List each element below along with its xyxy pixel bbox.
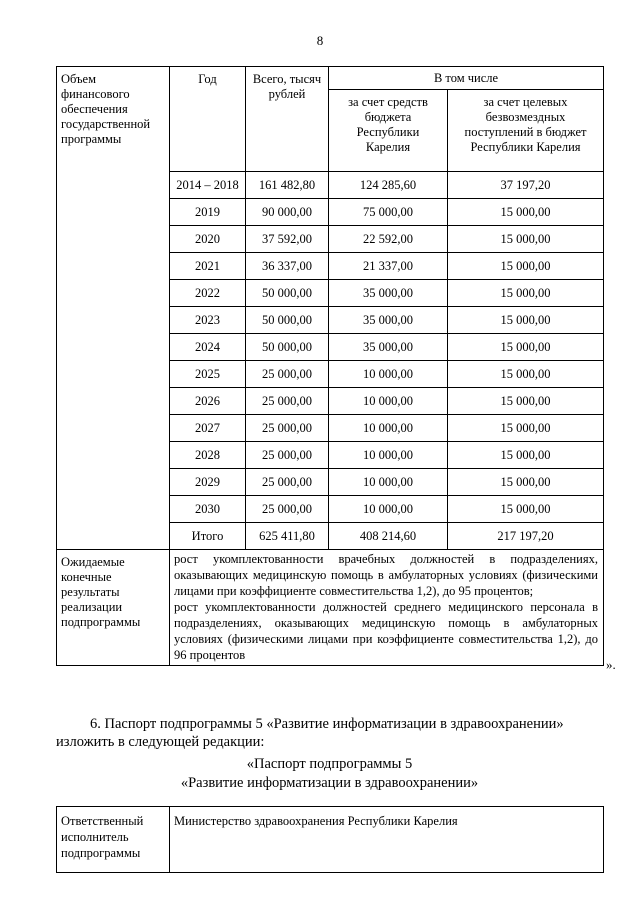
finance-cell-total: 36 337,00 (246, 253, 329, 280)
finance-cell-total: 37 592,00 (246, 226, 329, 253)
finance-cell-total: 25 000,00 (246, 388, 329, 415)
passport-caption-line: «Развитие информатизации в здравоохранении» (180, 775, 479, 791)
finance-cell-grants: 15 000,00 (448, 496, 604, 523)
finance-cell-total: 161 482,80 (246, 172, 329, 199)
passport-caption (56, 755, 603, 793)
finance-header-row (57, 67, 604, 90)
finance-cell-budget: 408 214,60 (329, 523, 448, 550)
responsible-table (56, 806, 604, 873)
finance-cell-total: 625 411,80 (246, 523, 329, 550)
responsible-row (57, 807, 604, 873)
finance-cell-year: Итого (170, 523, 246, 550)
finance-cell-grants: 15 000,00 (448, 415, 604, 442)
amendment-paragraph (56, 715, 603, 751)
amendment-line: изложить в следующей редакции: (56, 734, 265, 750)
year-header: Год (170, 67, 246, 172)
finance-cell-year: 2030 (170, 496, 246, 523)
finance-cell-total: 90 000,00 (246, 199, 329, 226)
finance-cell-total: 25 000,00 (246, 442, 329, 469)
results-paragraph: рост укомплектованности должностей среднего медицинского персонала в подразделениях, оказывающих медицинскую помощь в амбулаторных условиях (физическими лицами при коэффициенте совместительства 1,2), до 96 процентов (174, 600, 598, 662)
closing-quote: ». (606, 657, 616, 672)
finance-cell-budget: 35 000,00 (329, 334, 448, 361)
finance-table (56, 66, 604, 666)
finance-cell-total: 25 000,00 (246, 469, 329, 496)
finance-cell-year: 2029 (170, 469, 246, 496)
finance-cell-grants: 15 000,00 (448, 199, 604, 226)
responsible-value: Министерство здравоохранения Республики Карелия (170, 807, 604, 873)
finance-cell-year: 2021 (170, 253, 246, 280)
finance-cell-budget: 21 337,00 (329, 253, 448, 280)
finance-cell-grants: 15 000,00 (448, 388, 604, 415)
finance-cell-grants: 15 000,00 (448, 226, 604, 253)
finance-label: Объем финансового обеспечения государственной программы (57, 67, 170, 550)
finance-cell-grants: 15 000,00 (448, 361, 604, 388)
finance-cell-total: 25 000,00 (246, 361, 329, 388)
finance-cell-year: 2014 – 2018 (170, 172, 246, 199)
passport-caption-line: «Паспорт подпрограммы 5 (246, 756, 413, 772)
finance-cell-budget: 124 285,60 (329, 172, 448, 199)
finance-cell-year: 2022 (170, 280, 246, 307)
finance-cell-budget: 35 000,00 (329, 307, 448, 334)
including-header: В том числе (329, 67, 604, 90)
finance-cell-year: 2027 (170, 415, 246, 442)
finance-cell-total: 50 000,00 (246, 307, 329, 334)
finance-cell-grants: 217 197,20 (448, 523, 604, 550)
page-number: 8 (316, 33, 324, 48)
finance-cell-year: 2026 (170, 388, 246, 415)
finance-cell-total: 25 000,00 (246, 496, 329, 523)
finance-cell-total: 50 000,00 (246, 280, 329, 307)
finance-cell-budget: 10 000,00 (329, 388, 448, 415)
finance-cell-total: 25 000,00 (246, 415, 329, 442)
finance-cell-grants: 15 000,00 (448, 334, 604, 361)
amendment-line: 6. Паспорт подпрограммы 5 «Развитие информатизации в здравоохранении» (90, 716, 564, 732)
total-header: Всего, тысяч рублей (246, 67, 329, 172)
finance-cell-total: 50 000,00 (246, 334, 329, 361)
finance-cell-budget: 22 592,00 (329, 226, 448, 253)
finance-cell-year: 2028 (170, 442, 246, 469)
results-label: Ожидаемые конечные результаты реализации подпрограммы (57, 550, 170, 666)
finance-cell-year: 2020 (170, 226, 246, 253)
finance-cell-year: 2024 (170, 334, 246, 361)
finance-cell-year: 2019 (170, 199, 246, 226)
finance-cell-budget: 10 000,00 (329, 469, 448, 496)
responsible-label: Ответственный исполнитель подпрограммы (57, 807, 170, 873)
finance-cell-grants: 15 000,00 (448, 253, 604, 280)
results-paragraph: рост укомплектованности врачебных должностей в подразделениях, оказывающих медицинскую помощь в амбулаторных условиях (физическими лицами при коэффициенте совместительства 1,2), до 95 процентов; (174, 552, 598, 598)
finance-cell-budget: 10 000,00 (329, 442, 448, 469)
finance-cell-budget: 10 000,00 (329, 415, 448, 442)
results-text (170, 550, 604, 666)
finance-cell-grants: 15 000,00 (448, 469, 604, 496)
finance-cell-budget: 35 000,00 (329, 280, 448, 307)
finance-cell-grants: 37 197,20 (448, 172, 604, 199)
finance-cell-budget: 75 000,00 (329, 199, 448, 226)
finance-cell-grants: 15 000,00 (448, 442, 604, 469)
finance-cell-grants: 15 000,00 (448, 307, 604, 334)
finance-cell-grants: 15 000,00 (448, 280, 604, 307)
finance-cell-year: 2025 (170, 361, 246, 388)
budget-header: за счет средств бюджета Республики Карелия (329, 90, 448, 172)
finance-cell-budget: 10 000,00 (329, 496, 448, 523)
results-row (57, 550, 604, 666)
finance-cell-budget: 10 000,00 (329, 361, 448, 388)
finance-cell-year: 2023 (170, 307, 246, 334)
grants-header: за счет целевых безвозмездных поступлений в бюджет Республики Карелия (448, 90, 604, 172)
